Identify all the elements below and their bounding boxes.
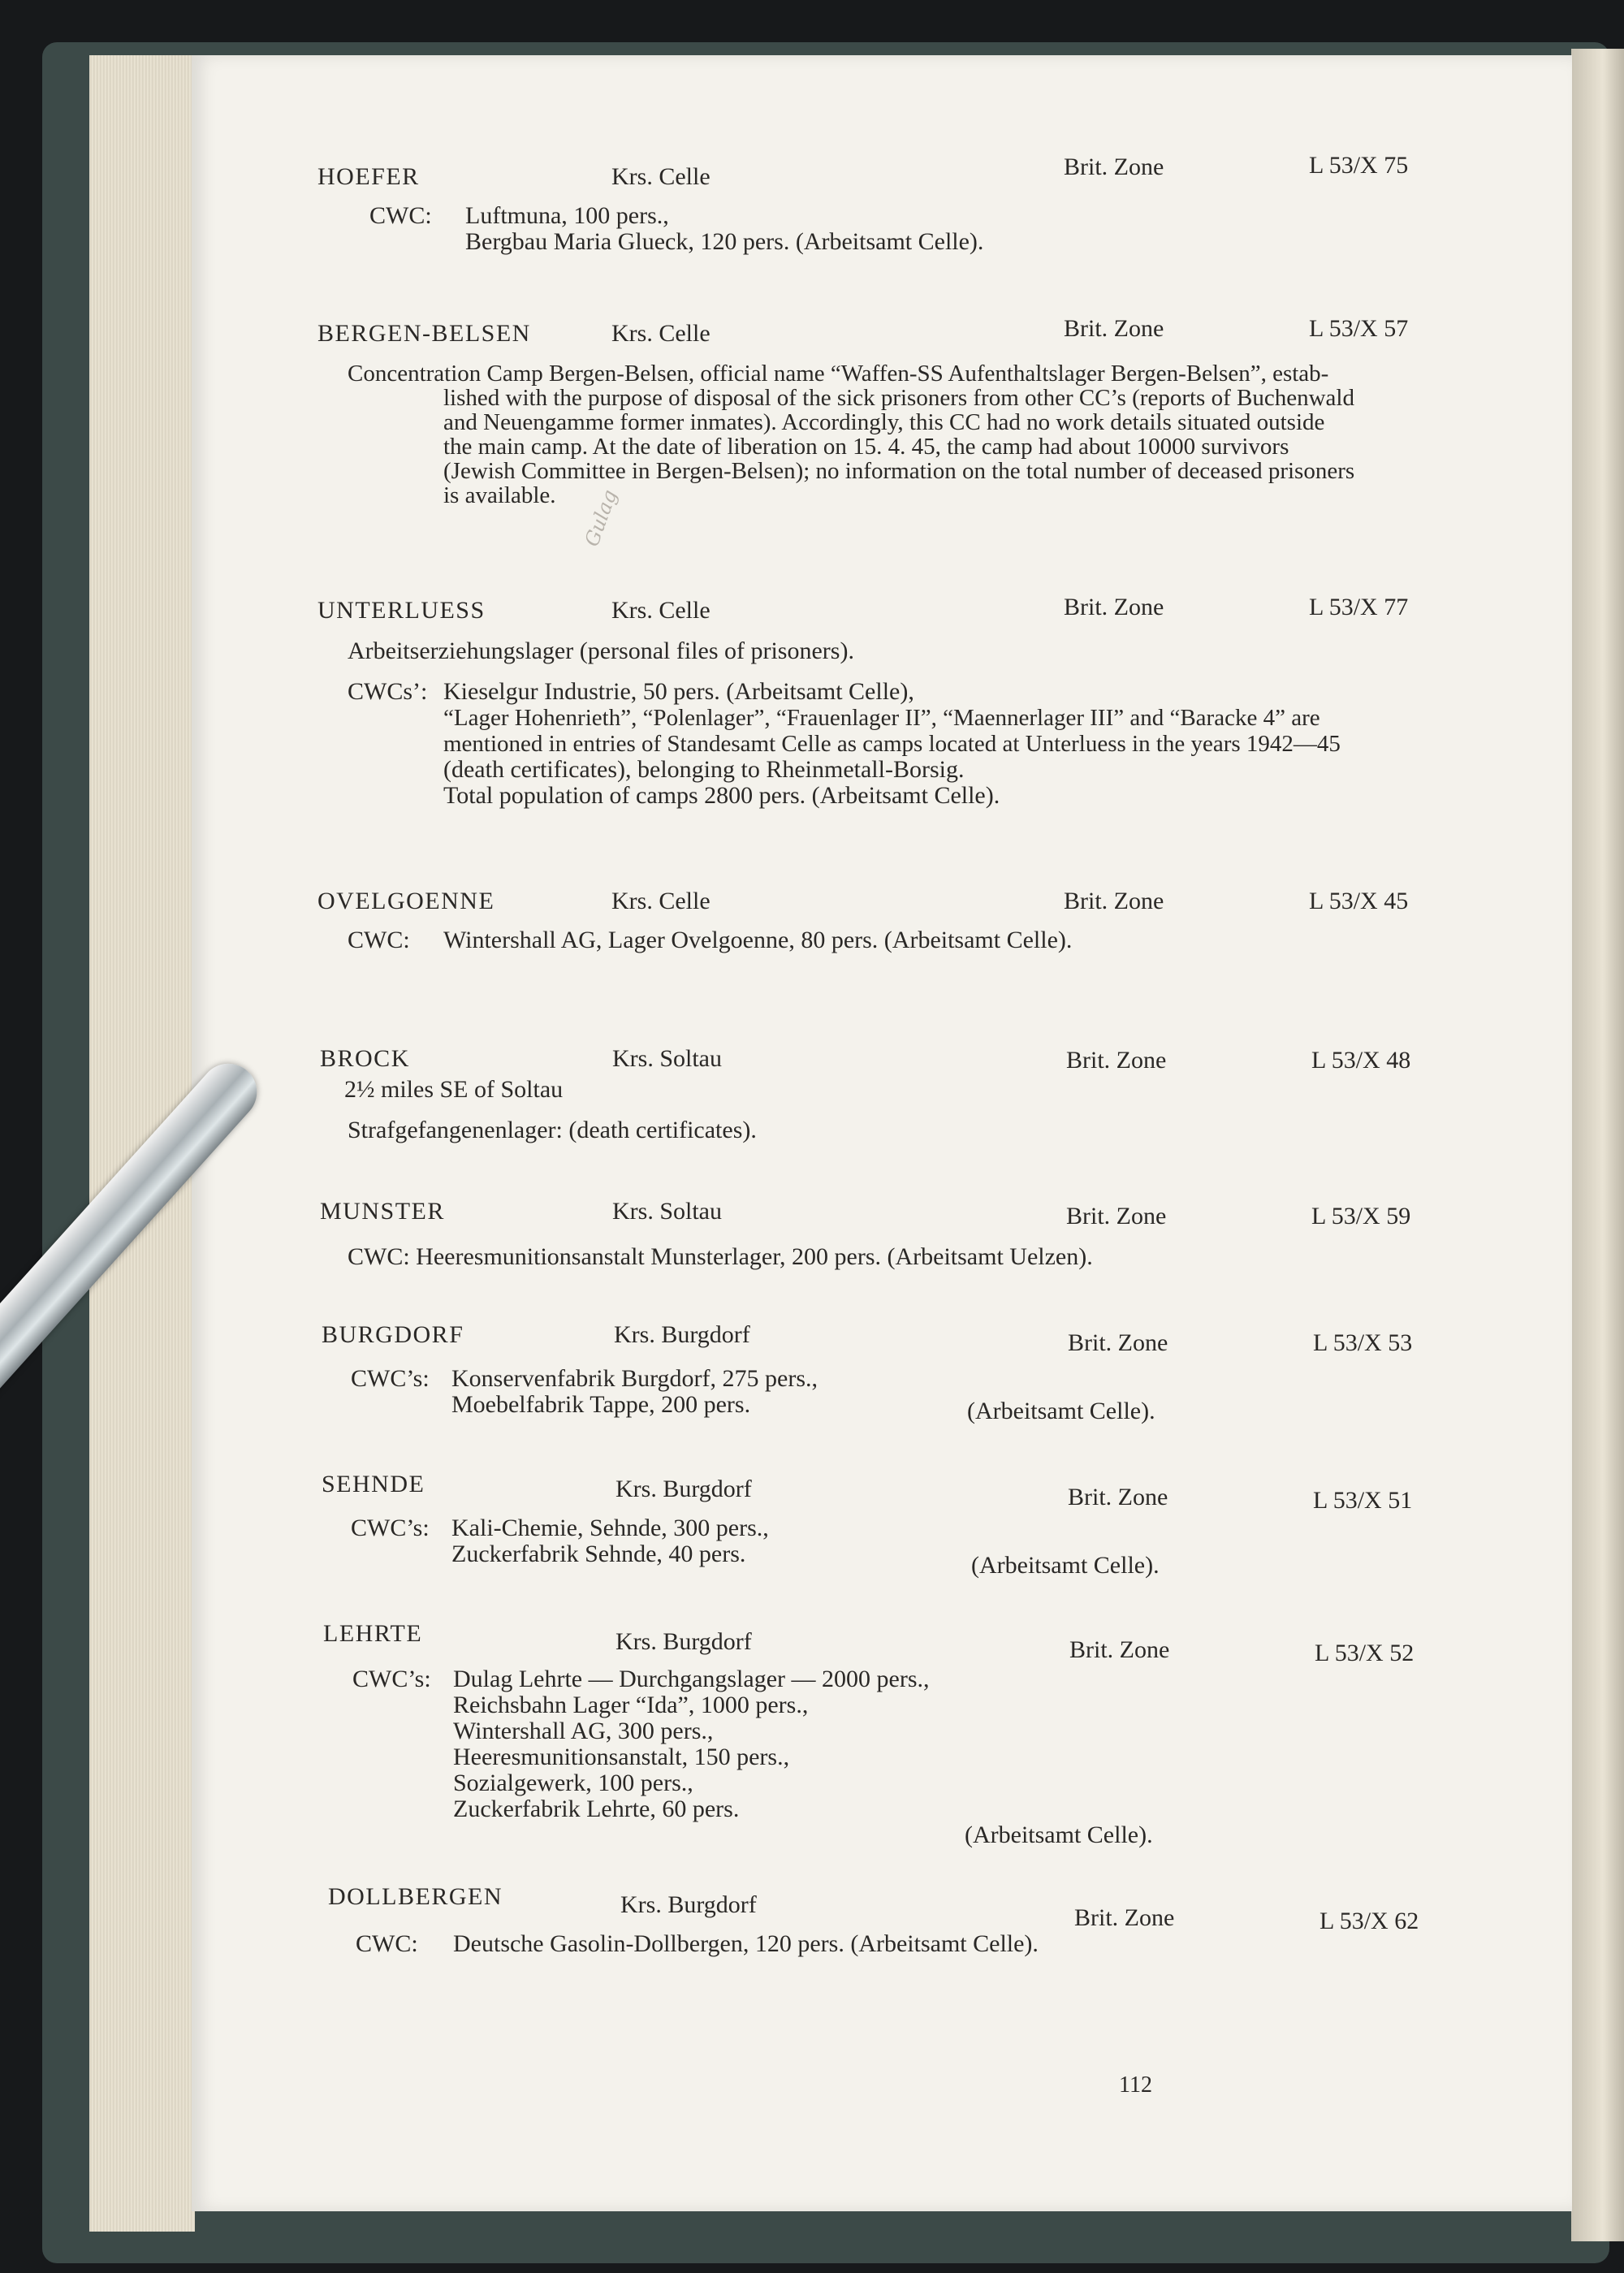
entry-munster bbox=[320, 1198, 1411, 1270]
entry-header bbox=[320, 1045, 1411, 1078]
cwc-line: Bergbau Maria Glueck, 120 pers. (Arbeitsamt Celle). bbox=[465, 228, 984, 255]
entry-burgdorf bbox=[322, 1321, 1413, 1424]
zone: Brit. Zone bbox=[1064, 888, 1164, 914]
source-note: (Arbeitsamt Celle). bbox=[971, 1552, 1160, 1579]
place-name: UNTERLUESS bbox=[317, 597, 486, 624]
map-reference: L 53/X 51 bbox=[1313, 1487, 1413, 1514]
map-reference: L 53/X 52 bbox=[1315, 1640, 1415, 1666]
cwc-label: CWC: bbox=[369, 202, 432, 229]
entry-header bbox=[317, 888, 1409, 921]
cwc-label: CWC: bbox=[356, 1930, 418, 1957]
paragraph-line: is available. bbox=[443, 482, 556, 508]
cwc-label: CWCs’: bbox=[348, 678, 428, 705]
map-reference: L 53/X 48 bbox=[1311, 1047, 1411, 1074]
paragraph-line: Concentration Camp Bergen-Belsen, official name “Waffen-SS Aufenthaltslager Bergen-Belsen”, estab- bbox=[348, 361, 1329, 387]
paragraph-line: lished with the purpose of disposal of the sick prisoners from other CC’s (reports of Buchenwald bbox=[443, 385, 1354, 411]
zone: Brit. Zone bbox=[1074, 1904, 1175, 1931]
cwc-block bbox=[348, 927, 1072, 953]
map-reference: L 53/X 45 bbox=[1309, 888, 1409, 914]
camp-type: Arbeitserziehungslager (personal files of prisoners). bbox=[348, 637, 854, 664]
cwc-line: (death certificates), belonging to Rheinmetall-Borsig. bbox=[443, 756, 965, 783]
zone: Brit. Zone bbox=[1068, 1329, 1168, 1356]
cwc-lines bbox=[443, 679, 1341, 809]
cwc-label: CWC: bbox=[348, 927, 410, 953]
map-reference: L 53/X 75 bbox=[1309, 152, 1409, 179]
cwc-line: “Lager Hohenrieth”, “Polenlager”, “Frauenlager II”, “Maennerlager III” and “Baracke 4” are bbox=[443, 705, 1320, 731]
cwc-line: Deutsche Gasolin-Dollbergen, 120 pers. (Arbeitsamt Celle). bbox=[453, 1930, 1039, 1957]
zone: Brit. Zone bbox=[1064, 594, 1164, 620]
paragraph-line: (Jewish Committee in Bergen-Belsen); no information on the total number of deceased prisoners bbox=[443, 458, 1355, 484]
cwc-line: Zuckerfabrik Lehrte, 60 pers. bbox=[453, 1795, 740, 1822]
place-name: BROCK bbox=[320, 1045, 410, 1072]
opposite-page-edge bbox=[1571, 49, 1624, 2241]
cwc-line: Dulag Lehrte — Durchgangslager — 2000 pers., bbox=[453, 1666, 930, 1692]
entry-hoefer bbox=[317, 152, 1409, 255]
cwc-block bbox=[356, 1931, 1039, 1957]
entry-dollbergen bbox=[328, 1883, 1419, 1957]
cwc-line: Heeresmunitionsanstalt, 150 pers., bbox=[453, 1744, 790, 1770]
entry-sehnde bbox=[322, 1471, 1413, 1579]
cwc-label: CWC’s: bbox=[351, 1365, 430, 1392]
cwc-line: Kali-Chemie, Sehnde, 300 pers., bbox=[451, 1515, 769, 1541]
zone: Brit. Zone bbox=[1064, 153, 1164, 180]
camp-description bbox=[348, 361, 1354, 508]
cwc-block bbox=[351, 1366, 818, 1418]
map-reference: L 53/X 53 bbox=[1313, 1329, 1413, 1356]
entry-ovelgoenne bbox=[317, 888, 1409, 953]
zone: Brit. Zone bbox=[1068, 1484, 1168, 1510]
district: Krs. Celle bbox=[611, 888, 710, 914]
cwc-line: Total population of camps 2800 pers. (Arbeitsamt Celle). bbox=[443, 782, 1000, 809]
zone: Brit. Zone bbox=[1064, 315, 1164, 342]
entry-header bbox=[323, 1620, 1415, 1666]
cwc-line: Zuckerfabrik Sehnde, 40 pers. bbox=[451, 1541, 746, 1567]
district: Krs. Soltau bbox=[612, 1045, 722, 1072]
cwc-line: Wintershall AG, 300 pers., bbox=[453, 1718, 714, 1744]
cwc-label: CWC’s: bbox=[352, 1666, 431, 1692]
place-name: OVELGOENNE bbox=[317, 888, 495, 914]
cwc-line: CWC: Heeresmunitionsanstalt Munsterlager, 200 pers. (Arbeitsamt Uelzen). bbox=[348, 1243, 1093, 1270]
cwc-block bbox=[348, 679, 1341, 809]
entry-bergen-belsen bbox=[317, 315, 1409, 508]
map-reference: L 53/X 62 bbox=[1320, 1908, 1419, 1934]
cwc-lines bbox=[451, 1366, 818, 1418]
cwc-line: Kieselgur Industrie, 50 pers. (Arbeitsamt Celle), bbox=[443, 678, 914, 705]
entry-lehrte bbox=[323, 1620, 1415, 1848]
place-name: BERGEN-BELSEN bbox=[317, 320, 531, 347]
place-name: HOEFER bbox=[317, 163, 420, 190]
cwc-block bbox=[351, 1515, 769, 1567]
cwc-line: Reichsbahn Lager “Ida”, 1000 pers., bbox=[453, 1692, 809, 1718]
entry-header bbox=[320, 1198, 1411, 1231]
entry-header bbox=[322, 1471, 1413, 1514]
district: Krs. Soltau bbox=[612, 1198, 722, 1225]
map-reference: L 53/X 77 bbox=[1309, 594, 1409, 620]
pencil-annotation: Gulag bbox=[580, 486, 622, 550]
paragraph-line: the main camp. At the date of liberation on 15. 4. 45, the camp had about 10000 survivors bbox=[443, 434, 1289, 460]
map-reference: L 53/X 57 bbox=[1309, 315, 1409, 342]
place-name: SEHNDE bbox=[322, 1471, 425, 1497]
cwc-lines bbox=[453, 1931, 1039, 1957]
zone: Brit. Zone bbox=[1069, 1636, 1170, 1663]
cwc-block bbox=[352, 1666, 930, 1822]
entry-header bbox=[317, 152, 1409, 197]
district: Krs. Celle bbox=[611, 163, 710, 190]
district: Krs. Burgdorf bbox=[614, 1321, 750, 1348]
place-name: BURGDORF bbox=[322, 1321, 464, 1348]
place-name: LEHRTE bbox=[323, 1620, 423, 1647]
book-page bbox=[192, 55, 1572, 2211]
entry-brock bbox=[320, 1045, 1411, 1143]
zone: Brit. Zone bbox=[1066, 1203, 1167, 1229]
district: Krs. Burgdorf bbox=[620, 1891, 757, 1918]
entry-header bbox=[317, 315, 1409, 353]
source-note: (Arbeitsamt Celle). bbox=[965, 1821, 1153, 1848]
entry-unterluess bbox=[317, 594, 1409, 809]
place-name: MUNSTER bbox=[320, 1198, 445, 1225]
cwc-lines bbox=[453, 1666, 930, 1822]
zone: Brit. Zone bbox=[1066, 1047, 1167, 1074]
paragraph-line: and Neuengamme former inmates). Accordingly, this CC had no work details situated outside bbox=[443, 409, 1325, 435]
cwc-lines bbox=[451, 1515, 769, 1567]
map-reference: L 53/X 59 bbox=[1311, 1203, 1411, 1229]
district: Krs. Celle bbox=[611, 320, 710, 347]
entry-header bbox=[322, 1321, 1413, 1356]
cwc-line: Moebelfabrik Tappe, 200 pers. bbox=[451, 1391, 751, 1418]
district: Krs. Burgdorf bbox=[615, 1628, 752, 1655]
page-number: 112 bbox=[1119, 2072, 1152, 2098]
district: Krs. Burgdorf bbox=[615, 1476, 752, 1502]
cwc-lines bbox=[443, 927, 1072, 953]
entry-header bbox=[317, 594, 1409, 630]
cwc-block bbox=[369, 203, 983, 255]
district: Krs. Celle bbox=[611, 597, 710, 624]
cwc-label: CWC’s: bbox=[351, 1515, 430, 1541]
location-note: 2½ miles SE of Soltau bbox=[344, 1076, 564, 1103]
cwc-line: mentioned in entries of Standesamt Celle as camps located at Unterluess in the years 1942—45 bbox=[443, 731, 1341, 757]
camp-type: Strafgefangenenlager: (death certificates). bbox=[348, 1117, 757, 1143]
cwc-line: Konservenfabrik Burgdorf, 275 pers., bbox=[451, 1365, 818, 1392]
cwc-line: Sozialgewerk, 100 pers., bbox=[453, 1770, 693, 1796]
cwc-lines bbox=[465, 203, 983, 255]
cwc-line: Wintershall AG, Lager Ovelgoenne, 80 pers. (Arbeitsamt Celle). bbox=[443, 927, 1073, 953]
place-name: DOLLBERGEN bbox=[328, 1883, 503, 1910]
cwc-line: Luftmuna, 100 pers., bbox=[465, 202, 669, 229]
entry-header bbox=[328, 1883, 1419, 1934]
source-note: (Arbeitsamt Celle). bbox=[967, 1398, 1155, 1424]
